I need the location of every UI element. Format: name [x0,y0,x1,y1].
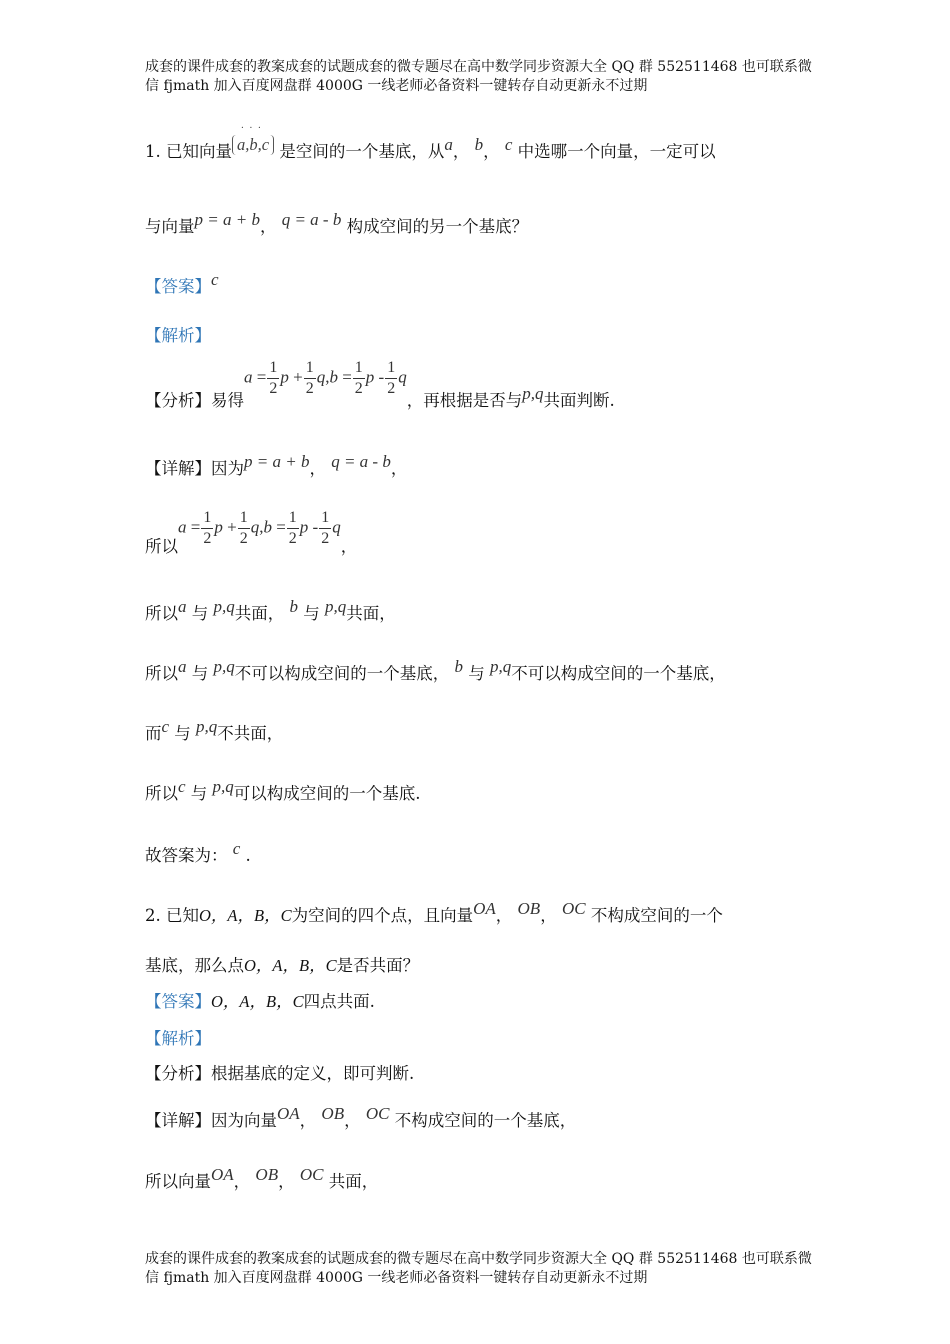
header-line-2: 信 fjmath 加入百度网盘群 4000G 一线老师必备资料一键转存自动更新永不过期 [145,78,648,94]
p-definition-2: p = a + b [244,452,310,471]
basis-set: ··· a,b,c [232,135,274,155]
q1-line-1: 1. 已知向量 ··· a,b,c 是空间的一个基底，从a， b， c 中选哪一个向量，一定可以 [145,123,716,161]
page-footer [145,1250,825,1288]
fenxi-post: ，再根据是否与 [406,391,523,411]
q-definition-2: q = a - b [331,452,391,471]
decomposition-formula-2: a = $\frac{1}{2}$ p + $\frac{1}{2}$ q,b = $\frac{1}{2}$ p - $\frac{1}{2}$ q [178,509,341,547]
vec-OB: OB [517,899,541,918]
vec-a: a [444,135,453,154]
q1-c-not-coplanar: 而c 与 p,q不共面， [145,717,284,743]
analysis-label: 【解析】 [145,326,211,345]
xiangjie-pre: 因为 [211,459,244,478]
q1-mid-text: 是空间的一个基底，从 [279,142,445,161]
q-definition: q = a - b [281,210,342,229]
vec-OA: OA [473,899,496,918]
vec-b: b [474,135,484,154]
q2-answer: 【答案】O，A，B，C四点共面. [145,992,375,1011]
footer-line-2: 信 fjmath 加入百度网盘群 4000G 一线老师必备资料一键转存自动更新永不过期 [145,1270,648,1286]
answer-label: 【答案】 [145,277,211,296]
q2-line-2: 基底，那么点O，A，B，C是否共面？ [145,956,420,975]
q1-answer [145,270,219,297]
q1-line-2: 与向量p = a + b， q = a - b 构成空间的另一个基底？ [145,210,529,236]
q1-mid-text-2: 中选哪一个向量，一定可以 [517,142,716,161]
fenxi-label: 【分析】 [145,391,211,411]
suoyi: 所以 [145,537,178,557]
decomposition-formula: a = $\frac{1}{2}$ p + $\frac{1}{2}$ q,b = $\frac{1}{2}$ p - $\frac{1}{2}$ q [244,359,407,397]
q2-answer-label: 【答案】 [145,992,211,1011]
q1-xiangjie: 【详解】因为p = a + b， q = a - b， [145,452,408,478]
fenxi-pre: 易得 [211,391,244,411]
formula-end: ， [340,537,358,557]
q1-not-basis-line: 所以a 与 p,q不可以构成空间的一个基底， b 与 p,q不可以构成空间的一个基底， [145,657,726,683]
q1-line2-prefix: 与向量 [145,217,195,236]
q2-xiangjie: 【详解】因为向量OA， OB， OC 不构成空间的一个基底， [145,1104,577,1130]
q1-prefix: 1. 已知向量 [145,142,232,161]
q1-coplanar-line: 所以a 与 p,q共面， b 与 p,q共面， [145,597,396,623]
p-definition: p = a + b [194,210,260,229]
vec-c: c [504,135,513,154]
header-line-1: 成套的课件成套的教案成套的试题成套的微专题尽在高中数学同步资源大全 QQ 群 552511468 也可联系微 [145,59,812,75]
pq: p,q [522,384,544,404]
q2-analysis-label: 【解析】 [145,1029,211,1048]
q1-final-answer: 故答案为： c . [145,839,251,865]
footer-line-1: 成套的课件成套的教案成套的试题成套的微专题尽在高中数学同步资源大全 QQ 群 552511468 也可联系微 [145,1251,812,1267]
points: O，A，B，C [199,906,292,925]
vec-OC: OC [561,899,586,918]
q2-fenxi: 【分析】根据基底的定义，即可判断. [145,1064,415,1083]
xiangjie-label: 【详解】 [145,459,211,478]
q1-line2-suffix: 构成空间的另一个基底？ [346,217,529,236]
q1-c-basis: 所以c 与 p,q可以构成空间的一个基底. [145,777,421,803]
q2-line-1: 2. 已知O，A，B，C为空间的四个点，且向量OA， OB， OC 不构成空间的一个 [145,899,723,925]
q2-suoyi: 所以向量OA， OB， OC 共面， [145,1165,379,1191]
q1-suoyi-formula [145,508,358,557]
q1-analysis-label [145,322,211,346]
answer-value: c [211,270,219,289]
q1-fenxi [145,359,615,411]
fenxi-end: 共面判断. [543,391,615,411]
page-header [145,58,825,96]
